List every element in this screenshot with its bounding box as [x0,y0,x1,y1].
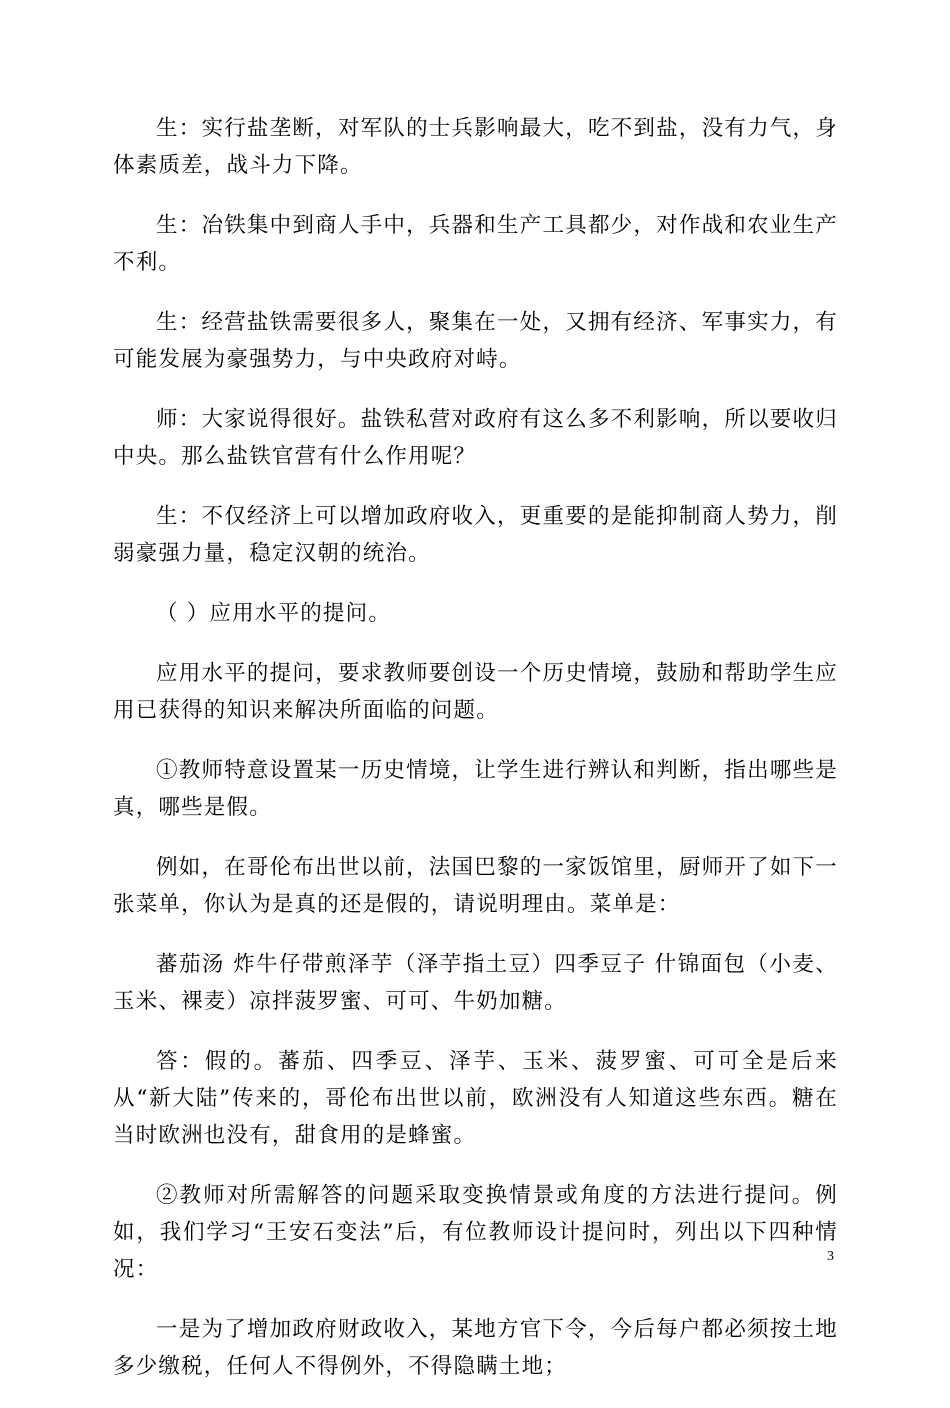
menu-list: 蕃茄汤 炸牛仔带煎泽芋（泽芋指土豆）四季豆子 什锦面包（小麦、玉米、裸麦）凉拌菠罗蜜、可可、牛奶加糖。 [113,952,838,1014]
document-body [113,110,838,1408]
paragraph: 生：经营盐铁需要很多人，聚集在一处，又拥有经济、军事实力，有可能发展为豪强势力，与中央政府对峙。 [113,310,838,372]
paragraph: 生：实行盐垄断，对军队的士兵影响最大，吃不到盐，没有力气，身体素质差，战斗力下降。 [113,116,838,178]
paragraph: 师：大家说得很好。盐铁私营对政府有这么多不利影响，所以要收归中央。那么盐铁官营有什么作用呢？ [113,407,838,469]
section-heading: （ ）应用水平的提问。 [156,601,392,626]
paragraph: 答：假的。蕃茄、四季豆、泽芋、玉米、菠罗蜜、可可全是后来从“新大陆”传来的，哥伦布出世以前，欧洲没有人知道这些东西。糖在当时欧洲也没有，甜食用的是蜂蜜。 [113,1049,838,1148]
paragraph: 例如，在哥伦布出世以前，法国巴黎的一家饭馆里，厨师开了如下一张菜单，你认为是真的还是假的，请说明理由。菜单是： [113,855,838,917]
paragraph: 一是为了增加政府财政收入，某地方官下令，今后每户都必须按土地多少缴税，任何人不得例外，不得隐瞒土地； [113,1317,838,1379]
paragraph: 生：冶铁集中到商人手中，兵器和生产工具都少，对作战和农业生产不利。 [113,213,838,275]
paragraph: ②教师对所需解答的问题采取变换情景或角度的方法进行提问。例如，我们学习“王安石变法”后，有位教师设计提问时，列出以下四种情况： [113,1183,838,1282]
page-number: 3 [827,1249,834,1264]
paragraph: ①教师特意设置某一历史情境，让学生进行辨认和判断，指出哪些是真，哪些是假。 [113,758,838,820]
paragraph: 应用水平的提问，要求教师要创设一个历史情境，鼓励和帮助学生应用已获得的知识来解决所面临的问题。 [113,661,838,723]
paragraph: 生：不仅经济上可以增加政府收入，更重要的是能抑制商人势力，削弱豪强力量，稳定汉朝的统治。 [113,504,838,566]
